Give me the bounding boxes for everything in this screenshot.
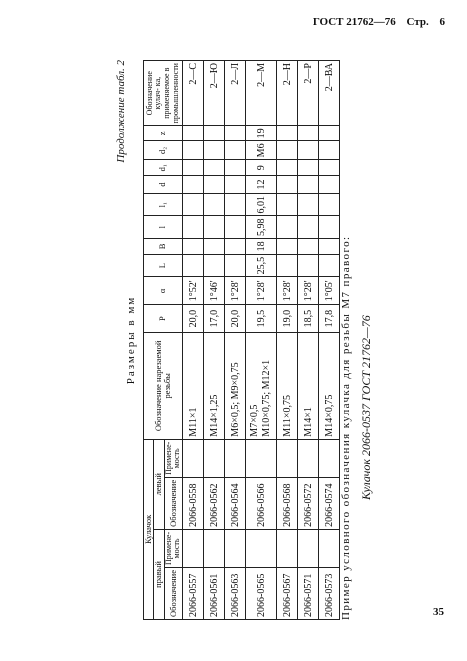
cell-B [225, 238, 246, 254]
cell-left: 2066-0558 [183, 477, 204, 529]
cell-z [298, 126, 319, 141]
cell-right-applic [183, 529, 204, 567]
table-row [183, 61, 204, 620]
cell-l1 [298, 193, 319, 216]
dimensions-table [143, 60, 340, 620]
cell-d1 [319, 160, 340, 176]
footer-page-number: 35 [433, 606, 444, 618]
cell-right: 2066-0565 [246, 568, 277, 620]
example-text: Пример условного обозначения кулачка для резьбы M7 правого: [340, 235, 352, 620]
col-z: z [144, 126, 183, 141]
cell-left-applic [298, 439, 319, 477]
cell-d1: 9 [246, 160, 277, 176]
cell-p: 20,0 [183, 305, 204, 333]
cell-left-applic [246, 439, 277, 477]
cell-B [298, 238, 319, 254]
cell-L: 25,5 [246, 254, 277, 277]
col-kulachok: Кулачок [144, 439, 154, 619]
cell-p: 19,5 [246, 305, 277, 333]
cell-p: 17,8 [319, 305, 340, 333]
cell-right-applic [225, 529, 246, 567]
cell-alpha: 1°28' [277, 277, 298, 305]
cell-industry: 2—Ю [204, 61, 225, 126]
table-row [246, 61, 277, 620]
col-d1: d₁ [144, 160, 183, 176]
cell-p: 20,0 [225, 305, 246, 333]
example-designation: Кулачок 2066-0537 ГОСТ 21762—76 [359, 315, 373, 500]
cell-right-applic [277, 529, 298, 567]
dimensions-title: Размеры в мм [125, 295, 137, 385]
cell-z [277, 126, 298, 141]
cell-right-applic [246, 529, 277, 567]
cell-alpha: 1°46' [204, 277, 225, 305]
cell-left: 2066-0568 [277, 477, 298, 529]
cell-left-applic [225, 439, 246, 477]
cell-right-applic [298, 529, 319, 567]
cell-thread: M11×1 [183, 333, 204, 440]
col-d2: d₂ [144, 141, 183, 160]
cell-B: 18 [246, 238, 277, 254]
cell-z [183, 126, 204, 141]
cell-z [204, 126, 225, 141]
col-p: P [144, 305, 183, 333]
cell-d2 [319, 141, 340, 160]
col-industry: Обозначение кулач- ка, применяемое в промышленности [144, 61, 183, 126]
cell-p: 18,5 [298, 305, 319, 333]
cell-industry: 2—Р [298, 61, 319, 126]
cell-thread: M14×0,75 [319, 333, 340, 440]
cell-left: 2066-0566 [246, 477, 277, 529]
cell-industry: 2—M [246, 61, 277, 126]
cell-B [319, 238, 340, 254]
cell-d [183, 176, 204, 194]
cell-d2: M6 [246, 141, 277, 160]
cell-alpha: 1°28' [298, 277, 319, 305]
cell-B [277, 238, 298, 254]
cell-d: 12 [246, 176, 277, 194]
cell-d1 [298, 160, 319, 176]
cell-left: 2066-0572 [298, 477, 319, 529]
table-row [204, 61, 225, 620]
cell-p: 17,0 [204, 305, 225, 333]
col-l: l [144, 216, 183, 239]
cell-left: 2066-0562 [204, 477, 225, 529]
cell-L [277, 254, 298, 277]
cell-L [183, 254, 204, 277]
cell-l1 [277, 193, 298, 216]
cell-alpha: 1°28' [225, 277, 246, 305]
cell-thread: M14×1 [298, 333, 319, 440]
cell-d2 [183, 141, 204, 160]
cell-right: 2066-0573 [319, 568, 340, 620]
cell-thread-line2: M10×0,75; M12×1 [261, 359, 273, 437]
cell-d1 [225, 160, 246, 176]
cell-l1 [183, 193, 204, 216]
cell-d [319, 176, 340, 194]
page-number: 6 [439, 16, 445, 28]
cell-l1: 6,01 [246, 193, 277, 216]
cell-left-applic [319, 439, 340, 477]
col-alpha: α [144, 277, 183, 305]
page-word: Стр. [406, 16, 429, 28]
cell-p: 19,0 [277, 305, 298, 333]
cell-l1 [225, 193, 246, 216]
table-row [225, 61, 246, 620]
cell-industry: 2—ВА [319, 61, 340, 126]
table-row [298, 61, 319, 620]
cell-alpha: 1°28' [246, 277, 277, 305]
col-L: L [144, 254, 183, 277]
cell-thread: M14×1,25 [204, 333, 225, 440]
col-thread: Обозначение нарезаемой резьбы [144, 333, 183, 440]
cell-l [277, 216, 298, 239]
col-right-applic: Примене- мость [164, 529, 183, 567]
cell-d2 [225, 141, 246, 160]
cell-z [319, 126, 340, 141]
cell-l1 [204, 193, 225, 216]
col-left-designation: Обозначение [164, 477, 183, 529]
cell-d2 [204, 141, 225, 160]
cell-L [298, 254, 319, 277]
cell-right: 2066-0557 [183, 568, 204, 620]
col-left: левый [154, 439, 164, 529]
cell-industry: 2—С [183, 61, 204, 126]
standard-code: ГОСТ 21762—76 [312, 16, 396, 28]
cell-right-applic [319, 529, 340, 567]
cell-l [183, 216, 204, 239]
cell-alpha: 1°05' [319, 277, 340, 305]
cell-thread: M11×0,75 [277, 333, 298, 440]
cell-left-applic [183, 439, 204, 477]
cell-L [225, 254, 246, 277]
cell-d [277, 176, 298, 194]
cell-right-applic [204, 529, 225, 567]
col-left-applic: Примене- мость [164, 439, 183, 477]
cell-z [225, 126, 246, 141]
cell-thread [246, 333, 277, 440]
cell-z: 19 [246, 126, 277, 141]
table-row [319, 61, 340, 620]
cell-d [204, 176, 225, 194]
page-header [305, 16, 445, 28]
cell-d1 [277, 160, 298, 176]
col-right-designation: Обозначение [164, 568, 183, 620]
cell-d [298, 176, 319, 194]
cell-d [225, 176, 246, 194]
cell-d2 [298, 141, 319, 160]
cell-right: 2066-0567 [277, 568, 298, 620]
cell-right: 2066-0571 [298, 568, 319, 620]
cell-industry: 2—Л [225, 61, 246, 126]
cell-thread-line1: M7×0,5 [249, 404, 261, 437]
cell-L [319, 254, 340, 277]
col-B: B [144, 238, 183, 254]
cell-l1 [319, 193, 340, 216]
table-row [277, 61, 298, 620]
cell-l [204, 216, 225, 239]
cell-B [204, 238, 225, 254]
cell-industry: 2—Н [277, 61, 298, 126]
cell-d1 [183, 160, 204, 176]
cell-d2 [277, 141, 298, 160]
col-right: правый [154, 529, 164, 619]
cell-l [298, 216, 319, 239]
table-continuation-label: Продолжение табл. 2 [115, 60, 127, 163]
cell-left: 2066-0564 [225, 477, 246, 529]
cell-left: 2066-0574 [319, 477, 340, 529]
cell-alpha: 1°52' [183, 277, 204, 305]
cell-B [183, 238, 204, 254]
cell-l: 5,98 [246, 216, 277, 239]
cell-thread: M6×0,5; M9×0,75 [225, 333, 246, 440]
col-d: d [144, 176, 183, 194]
cell-left-applic [277, 439, 298, 477]
cell-right: 2066-0561 [204, 568, 225, 620]
cell-l [225, 216, 246, 239]
cell-L [204, 254, 225, 277]
cell-d1 [204, 160, 225, 176]
cell-l [319, 216, 340, 239]
cell-left-applic [204, 439, 225, 477]
col-l1: l₁ [144, 193, 183, 216]
rotated-table-area [115, 60, 380, 620]
cell-right: 2066-0563 [225, 568, 246, 620]
